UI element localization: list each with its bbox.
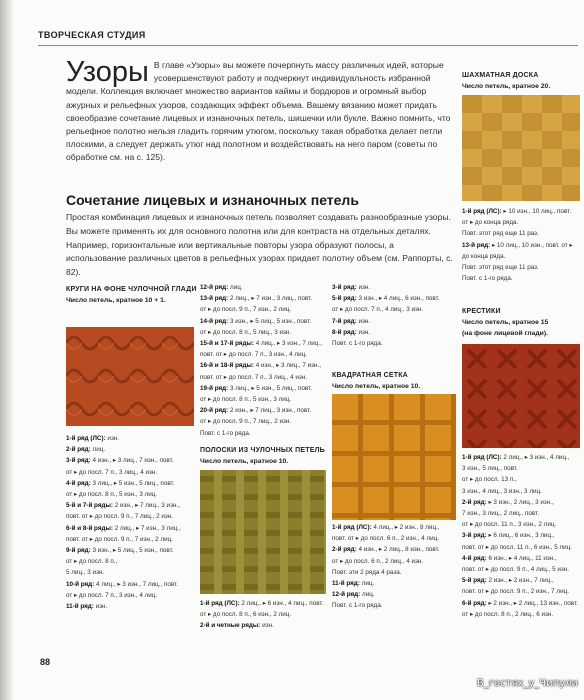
row-label: 5-й и 7-й ряды:	[66, 502, 113, 510]
instruction-line	[462, 553, 582, 564]
intro-block	[66, 56, 454, 165]
row-label: 14-й ряд:	[200, 317, 229, 325]
instruction-line	[462, 542, 582, 553]
row-label: 3-й ряд:	[66, 457, 91, 465]
row-text: ▸ 2 изн., ▸ 2 лиц., 13 изн., повт.	[486, 599, 578, 607]
instruction-line	[332, 293, 457, 304]
instruction-line	[462, 564, 582, 575]
instruction-line	[66, 478, 201, 489]
row-text: изн.	[356, 328, 371, 336]
circles-subtitle: Число петель, кратное 10 + 1.	[66, 297, 166, 304]
row-text: от ▸ до посл. 9 п., 7 лиц., 2 изн.	[200, 418, 292, 426]
instruction-line	[66, 455, 201, 466]
instruction-line	[200, 338, 330, 349]
row-label: 6-й и 8-й ряды:	[66, 524, 113, 532]
row-label: 3-й ряд:	[462, 532, 487, 540]
instruction-line	[200, 416, 330, 427]
row-text: 4 изн., ▸ 3 лиц., 7 изн.,	[253, 362, 321, 370]
stripes-swatch	[200, 470, 326, 594]
row-text: лиц.	[359, 580, 375, 588]
instruction-line	[462, 217, 580, 228]
row-text: 2 лиц., ▸ 3 изн., 4 лиц.,	[501, 454, 570, 461]
instruction-line	[200, 349, 330, 360]
instruction-line	[66, 467, 201, 478]
row-text: до конца ряда.	[462, 252, 506, 260]
row-text: Повт. эти 2 ряда 4 раза.	[332, 568, 402, 576]
instruction-line	[332, 589, 457, 600]
instruction-line	[200, 304, 330, 315]
instruction-line	[200, 316, 330, 327]
instruction-line	[462, 598, 582, 609]
instruction-line	[66, 590, 201, 601]
instruction-line	[66, 567, 201, 578]
row-text: 2 лиц., ▸ 7 изн., 3 лиц., повт.	[228, 295, 312, 303]
row-text: ▸ 10 изн., 10 лиц., повт.	[501, 208, 572, 215]
row-text: от ▸ до посл. 8 п., 5 лиц., 3 изн.	[200, 328, 292, 336]
row-label: 8-й ряд:	[332, 328, 357, 336]
instruction-line	[66, 511, 201, 522]
row-text: 2 изн., ▸ 7 лиц., 3 изн.,	[112, 502, 180, 510]
row-label: 1-й ряд (ЛС):	[462, 208, 502, 215]
instruction-line	[332, 316, 457, 327]
instruction-line	[462, 519, 582, 530]
grid-rows	[332, 522, 457, 612]
row-text: изн.	[356, 317, 371, 325]
row-text: ▸ 10 лиц., 10 изн., повт. от ▸	[490, 241, 573, 249]
section-header: ТВОРЧЕСКАЯ СТУДИЯ	[38, 30, 146, 40]
instruction-line	[462, 486, 582, 497]
row-label: 13-й ряд:	[462, 241, 491, 249]
instruction-line	[66, 500, 201, 511]
row-text: 3 изн., ▸ 5 лиц., 5 изн., повт.	[90, 547, 174, 555]
row-label: 16-й и 18-й ряды:	[200, 362, 254, 370]
row-text: 3 изн., ▸ 4 лиц., 6 изн., повт.	[356, 295, 440, 303]
checker-rows	[462, 206, 580, 284]
row-label: 11-й ряд:	[332, 580, 360, 588]
instruction-line	[462, 240, 580, 251]
instruction-line	[200, 609, 330, 620]
row-text: 4 лиц., ▸ 3 изн., 7 лиц., повт.	[94, 580, 178, 588]
instruction-line	[332, 567, 457, 578]
intro-text: В главе «Узоры» вы можете почерпнуть массу различных идей, которые усовершенствуют работу и подчеркнут индивидуальность избранной модели. Коллекция включает множество вариантов каймы и бордюров и огромный выбор ажурных и рельефных узоров, создающих эффект объема. Вашему вязанию может придать своеобразие сочетание лицевых и изнаночных петель, шишечки или букле. Важно помнить, что рельефное полотно нельзя гладить горячим утюгом, поскольку такая обработка делает петли плоскими, а следует держать утюг над полотном и воздействовать на него паром (советы по обработке см. на с. 125).	[66, 60, 451, 163]
page-number: 88	[40, 657, 51, 667]
section-heading: Сочетание лицевых и изнаночных петель	[66, 192, 359, 208]
checker-subtitle: Число петель, кратное 20.	[462, 83, 551, 90]
row-text: лиц.	[90, 446, 106, 454]
row-text: 3 изн., 4 лиц., 3 изн., 3 лиц.	[462, 487, 542, 495]
instruction-line	[462, 575, 582, 586]
row-text: повт. от ▸ до посл. 9 п., 7 лиц., 2 изн.	[66, 513, 173, 521]
row-text: повт. от ▸ до посл. 9 п., 2 изн., 7 лиц.	[462, 588, 569, 596]
stripes-title: ПОЛОСКИ ИЗ ЧУЛОЧНЫХ ПЕТЕЛЬ	[200, 447, 325, 454]
circles-rows-col2	[200, 282, 330, 439]
instruction-line	[462, 206, 580, 217]
row-text: 2 лиц., ▸ 6 изн., 4 лиц., повт.	[239, 600, 324, 607]
instruction-line	[462, 463, 582, 474]
row-text: от ▸ до посл. 11 п., 3 изн., 2 лиц.	[462, 521, 557, 529]
header-rule	[38, 45, 578, 46]
row-text: 5 лиц., 3 изн.	[66, 569, 105, 577]
row-text: 3 лиц., ▸ 5 изн., 5 лиц., повт.	[228, 384, 312, 392]
row-text: повт. от ▸ до посл. 9 п., 4 лиц., 5 изн.	[462, 566, 569, 574]
instruction-line	[462, 273, 580, 284]
instruction-line	[332, 533, 457, 544]
instruction-line	[332, 556, 457, 567]
instruction-line	[66, 579, 201, 590]
row-text: от ▸ до посл. 13 п.,	[462, 476, 517, 484]
row-label: 2-й ряд:	[462, 498, 487, 506]
intro-title: Узоры	[66, 56, 149, 88]
row-label: 10-й ряд:	[66, 580, 95, 588]
row-label: 6-й ряд:	[462, 599, 487, 607]
row-label: 5-й ряд:	[462, 577, 487, 585]
row-label: 1-й ряд (ЛС):	[462, 454, 502, 461]
instruction-line	[200, 383, 330, 394]
row-text: от ▸ до посл. 7 п., 3 изн., 4 лиц.	[66, 591, 158, 599]
row-text: 4 лиц., ▸ 2 изн., 8 лиц.,	[371, 524, 440, 531]
row-text: повт. от ▸ до посл. 7 п., 3 лиц., 4 изн.	[200, 373, 307, 381]
instruction-line	[200, 293, 330, 304]
row-text: ▸ 6 лиц., 6 изн., 3 лиц.,	[486, 532, 555, 540]
row-text: повт. от ▸ до посл. 6 п., 2 изн., 4 лиц.	[332, 535, 439, 543]
circles-swatch	[66, 327, 194, 426]
row-text: повт. от ▸ до посл. 9 п., 7 изн., 2 лиц.	[66, 535, 173, 543]
row-label: 5-й ряд:	[332, 295, 357, 303]
instruction-line	[200, 327, 330, 338]
row-text: изн.	[105, 435, 120, 442]
instruction-line	[462, 530, 582, 541]
circles-title: КРУГИ НА ФОНЕ ЧУЛОЧНОЙ ГЛАДИ	[66, 286, 197, 293]
section-text: Простая комбинация лицевых и изнаночных петель позволяет создавать разнообразные узоры. Вы можете применять их для основного полотна или для контраста на отдельных деталях. Например, горизонтальные или вертикальные повторы узора образуют полосы, а использование различных цветов в рельефных узорах придает полотну объем (см. Раппорты, с. 82).	[66, 212, 453, 278]
circles-pattern-heading	[66, 284, 198, 306]
row-text: изн.	[356, 284, 371, 291]
instruction-line	[332, 282, 457, 293]
row-label: 11-й ряд:	[66, 603, 94, 611]
row-text: от ▸ до посл. 8 п., 5 изн., 3 лиц.	[200, 396, 292, 404]
row-text: 4 изн., ▸ 2 лиц., 8 изн., повт.	[356, 546, 440, 554]
row-text: от ▸ до посл. 6 п., 2 лиц., 4 изн.	[332, 557, 424, 565]
grid-subtitle: Число петель, кратное 10.	[332, 383, 421, 390]
crosses-pattern-heading	[462, 306, 580, 339]
row-text: лиц.	[360, 591, 375, 599]
instruction-line	[462, 262, 580, 273]
row-text: от ▸ до посл. 8 п., 2 лиц., 6 изн.	[462, 610, 554, 618]
crosses-subtitle-2: (на фоне лицевой глади).	[462, 330, 548, 337]
row-text: от ▸ до посл. 8 п., 6 изн., 2 лиц.	[200, 611, 292, 619]
instruction-line	[332, 600, 457, 611]
row-text: 2 изн., ▸ 2 изн., 7 лиц.,	[486, 577, 554, 585]
stripes-subtitle: Число петель, кратное 10.	[200, 458, 289, 465]
instruction-line	[462, 609, 582, 620]
row-label: 2-й и четные ряды:	[200, 622, 261, 630]
row-text: 3 изн., 5 лиц., повт.	[462, 465, 518, 473]
row-label: 13-й ряд:	[200, 295, 229, 303]
row-label: 20-й ряд:	[200, 407, 229, 415]
row-text: от ▸ до конца ряда.	[462, 219, 519, 227]
crosses-subtitle: Число петель, кратное 15	[462, 319, 549, 326]
instruction-line	[66, 601, 201, 612]
crosses-rows	[462, 452, 582, 620]
instruction-line	[462, 586, 582, 597]
row-text: изн.	[93, 603, 108, 611]
checker-pattern-heading	[462, 70, 580, 92]
grid-title: КВАДРАТНАЯ СЕТКА	[332, 372, 408, 379]
crosses-swatch	[462, 344, 580, 448]
instruction-line	[200, 620, 330, 631]
row-text: 4 изн., ▸ 3 лиц., 7 изн., повт.	[90, 457, 174, 465]
row-text: 3 изн., ▸ 5 лиц., 5 изн., повт.	[228, 317, 312, 325]
row-text: от ▸ до посл. 9 п., 7 изн., 2 лиц.	[200, 306, 292, 314]
row-text: Повт. этот ряд еще 11 раз.	[462, 230, 539, 238]
row-label: 15-й и 17-й ряды:	[200, 340, 254, 348]
row-text: от ▸ до посл. 7 п., 3 лиц., 4 изн.	[66, 468, 158, 476]
row-text: от ▸ до посл. 8 п.,	[66, 558, 118, 566]
checker-title: ШАХМАТНАЯ ДОСКА	[462, 72, 539, 79]
stripes-rows	[200, 598, 330, 632]
row-text: Повт. с 1-го ряда.	[462, 275, 513, 283]
instruction-line	[200, 394, 330, 405]
row-label: 2-й ряд:	[332, 546, 357, 554]
row-label: 1-й ряд (ЛС):	[332, 524, 372, 531]
instruction-line	[200, 372, 330, 383]
row-text: 7 изн., 3 лиц., 2 лиц., повт.	[462, 510, 540, 518]
instruction-line	[200, 405, 330, 416]
crosses-title: КРЕСТИКИ	[462, 308, 501, 315]
row-text: лиц.	[228, 284, 243, 291]
instruction-line	[332, 338, 457, 349]
watermark: В_гостях_у_Чипули	[476, 678, 578, 689]
row-text: от ▸ до посл. 8 п., 5 изн., 3 лиц.	[66, 491, 158, 499]
instruction-line	[66, 489, 201, 500]
row-label: 1-й ряд (ЛС):	[200, 600, 240, 607]
instruction-line	[332, 522, 457, 533]
stripes-pattern-heading	[200, 445, 330, 467]
instruction-line	[66, 534, 201, 545]
instruction-line	[332, 578, 457, 589]
instruction-line	[332, 544, 457, 555]
row-label: 4-й ряд:	[462, 554, 487, 562]
instruction-line	[462, 474, 582, 485]
row-text: изн.	[260, 622, 274, 630]
row-text: от ▸ до посл. 7 п., 4 лиц., 3 изн.	[332, 306, 424, 314]
row-text: 2 лиц., ▸ 7 изн., 3 лиц.,	[112, 524, 181, 532]
instruction-line	[462, 497, 582, 508]
checker-swatch	[462, 95, 580, 201]
instruction-line	[66, 556, 201, 567]
instruction-line	[462, 251, 580, 262]
instruction-line	[462, 228, 580, 239]
page-gutter-shadow	[0, 0, 14, 700]
instruction-line	[66, 545, 201, 556]
instruction-line	[200, 282, 330, 293]
row-text: Повт. этот ряд еще 11 раз.	[462, 264, 539, 272]
row-label: 1-й ряд (ЛС):	[66, 435, 106, 442]
row-label: 12-й ряд:	[332, 591, 361, 599]
instruction-line	[462, 452, 582, 463]
row-label: 4-й ряд:	[66, 479, 91, 487]
row-label: 7-й ряд:	[332, 317, 357, 325]
row-text: Повт. с 1-го ряда.	[332, 602, 383, 610]
row-text: 4 лиц., ▸ 3 изн., 7 лиц.,	[253, 340, 322, 348]
instruction-line	[66, 444, 201, 455]
circles-rows-col1	[66, 433, 201, 612]
row-text: Повт. с 1-го ряда.	[332, 340, 383, 348]
instruction-line	[200, 598, 330, 609]
row-text: повт. от ▸ до посл. 7 п., 3 изн., 4 лиц.	[200, 351, 307, 359]
row-label: 3-й ряд:	[332, 284, 357, 291]
row-text: 2 изн., ▸ 7 лиц., 3 изн., повт.	[228, 407, 312, 415]
grid-pattern-heading	[332, 370, 457, 392]
row-text: Повт. с 1-го ряда.	[200, 429, 251, 437]
instruction-line	[462, 508, 582, 519]
instruction-line	[332, 304, 457, 315]
instruction-line	[332, 327, 457, 338]
row-text: повт. от ▸ до посл. 11 п., 6 изн., 5 лиц.	[462, 543, 572, 551]
instruction-line	[200, 360, 330, 371]
instruction-line	[66, 433, 201, 444]
instruction-line	[66, 523, 201, 534]
row-text: 3 лиц., ▸ 5 изн., 5 лиц., повт.	[90, 479, 175, 487]
row-label: 12-й ряд:	[200, 284, 229, 291]
row-text: 6 изн., ▸ 4 лиц., 11 изн.,	[486, 554, 557, 562]
instruction-line	[200, 428, 330, 439]
stripes-rows-cont	[332, 282, 457, 349]
row-label: 2-й ряд:	[66, 446, 91, 454]
row-label: 19-й ряд:	[200, 384, 229, 392]
row-text: ▸ 3 изн., 2 лиц., 3 изн.,	[486, 498, 554, 506]
grid-swatch	[332, 394, 456, 520]
row-label: 9-й ряд:	[66, 547, 91, 555]
